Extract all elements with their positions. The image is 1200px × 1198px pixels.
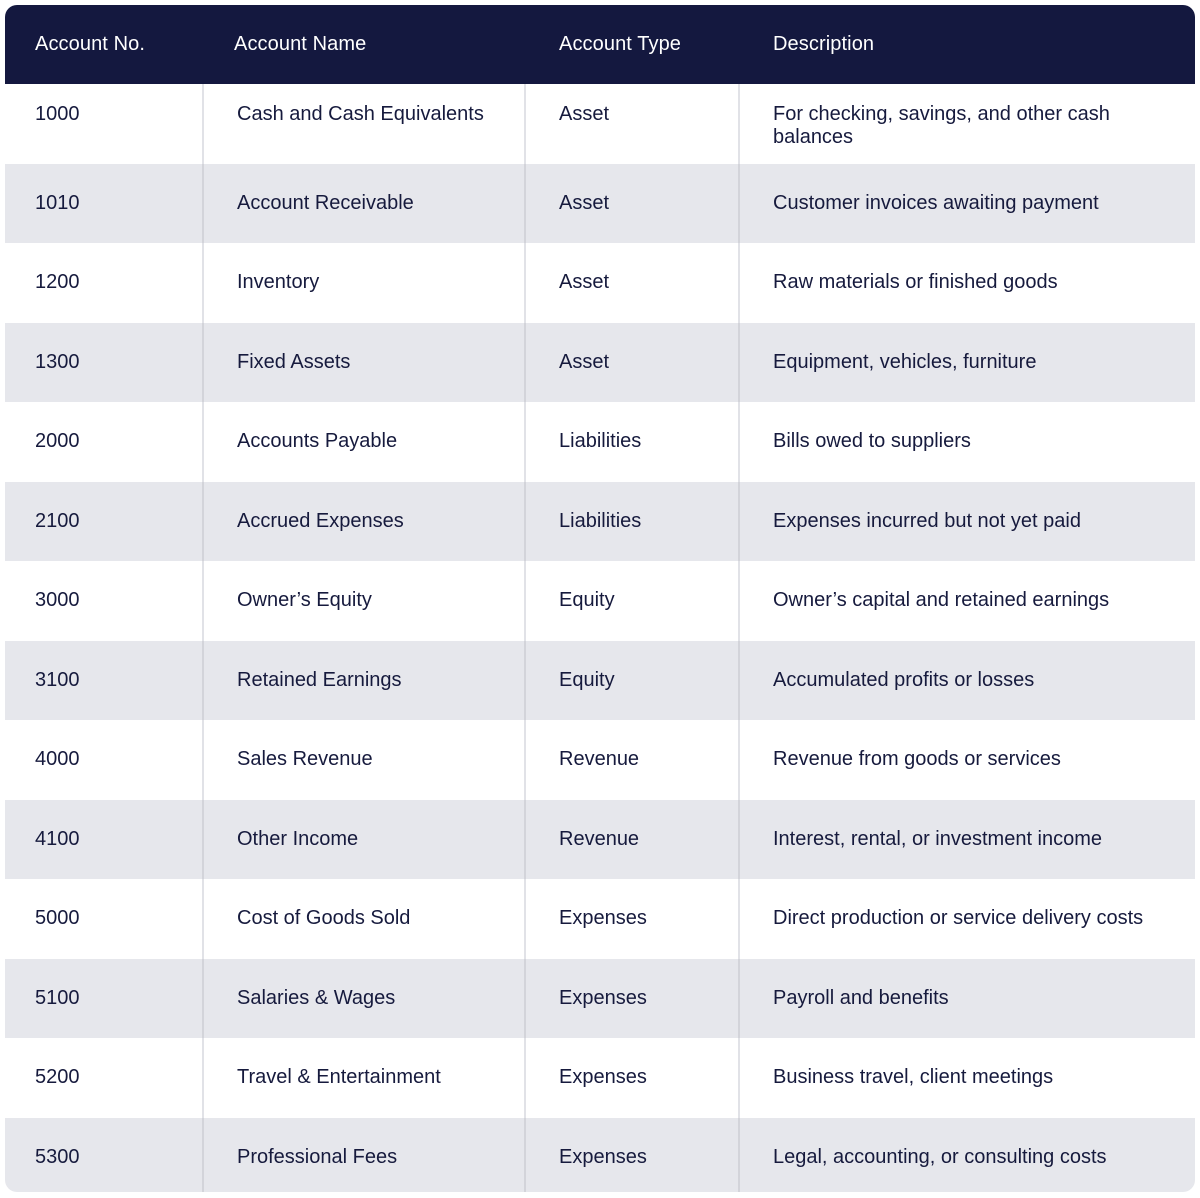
account-name-cell: Owner’s Equity [202,561,524,641]
table-row [5,1118,1195,1193]
account-name-cell: Accounts Payable [202,402,524,482]
description-cell: Equipment, vehicles, furniture [738,323,1195,403]
account-name-cell: Sales Revenue [202,720,524,800]
account-no-cell: 5200 [35,1066,80,1089]
account-no-cell: 3100 [35,668,80,691]
table-row [5,84,1195,164]
description-cell: For checking, savings, and other cash balances [738,84,1195,164]
description-cell: Interest, rental, or investment income [738,800,1195,880]
account-name-cell: Inventory [202,243,524,323]
table-row [5,323,1195,403]
account-type-cell: Expenses [524,959,738,1039]
account-name-cell: Cash and Cash Equivalents [202,84,524,164]
account-no-cell: 3000 [35,589,80,612]
account-name-cell: Travel & Entertainment [202,1038,524,1118]
column-header-account-name: Account Name [234,33,367,55]
account-type-cell: Equity [524,641,738,721]
chart-of-accounts-table [5,5,1195,1192]
account-no-cell: 5300 [35,1145,80,1168]
description-cell: Business travel, client meetings [738,1038,1195,1118]
account-type-cell: Equity [524,561,738,641]
description-cell: Payroll and benefits [738,959,1195,1039]
account-name-cell: Professional Fees [202,1118,524,1193]
account-no-cell: 2100 [35,509,80,532]
account-type-cell: Revenue [524,720,738,800]
description-cell: Legal, accounting, or consulting costs [738,1118,1195,1193]
table-row [5,164,1195,244]
account-name-cell: Accrued Expenses [202,482,524,562]
table-row [5,482,1195,562]
account-name-cell: Account Receivable [202,164,524,244]
account-name-cell: Salaries & Wages [202,959,524,1039]
table-header [5,5,1195,84]
account-type-cell: Revenue [524,800,738,880]
table-row [5,402,1195,482]
account-name-cell: Other Income [202,800,524,880]
table-row [5,243,1195,323]
description-cell: Direct production or service delivery costs [738,879,1195,959]
description-cell: Accumulated profits or losses [738,641,1195,721]
table-row [5,959,1195,1039]
account-no-cell: 1000 [35,103,80,125]
table-row [5,720,1195,800]
account-no-cell: 5100 [35,986,80,1009]
column-header-account-type: Account Type [559,33,682,55]
account-type-cell: Liabilities [524,402,738,482]
account-no-cell: 2000 [35,430,80,453]
table-row [5,641,1195,721]
account-type-cell: Asset [524,243,738,323]
table-row [5,1038,1195,1118]
description-cell: Expenses incurred but not yet paid [738,482,1195,562]
description-cell: Revenue from goods or services [738,720,1195,800]
account-type-cell: Liabilities [524,482,738,562]
account-name-cell: Fixed Assets [202,323,524,403]
account-type-cell: Asset [524,164,738,244]
column-header-account-no: Account No. [35,33,146,55]
account-no-cell: 4100 [35,827,80,850]
account-name-cell: Cost of Goods Sold [202,879,524,959]
account-type-cell: Asset [524,323,738,403]
description-cell: Bills owed to suppliers [738,402,1195,482]
description-cell: Owner’s capital and retained earnings [738,561,1195,641]
account-type-cell: Expenses [524,1038,738,1118]
account-name-cell: Retained Earnings [202,641,524,721]
account-type-cell: Expenses [524,1118,738,1193]
account-no-cell: 1010 [35,191,80,214]
table-row [5,561,1195,641]
account-no-cell: 5000 [35,907,80,930]
account-type-cell: Expenses [524,879,738,959]
account-no-cell: 4000 [35,748,80,771]
table-row [5,879,1195,959]
account-no-cell: 1200 [35,271,80,294]
account-no-cell: 1300 [35,350,80,373]
description-cell: Raw materials or finished goods [738,243,1195,323]
table-row [5,800,1195,880]
account-type-cell: Asset [524,84,738,164]
description-cell: Customer invoices awaiting payment [738,164,1195,244]
column-header-description: Description [773,33,875,55]
